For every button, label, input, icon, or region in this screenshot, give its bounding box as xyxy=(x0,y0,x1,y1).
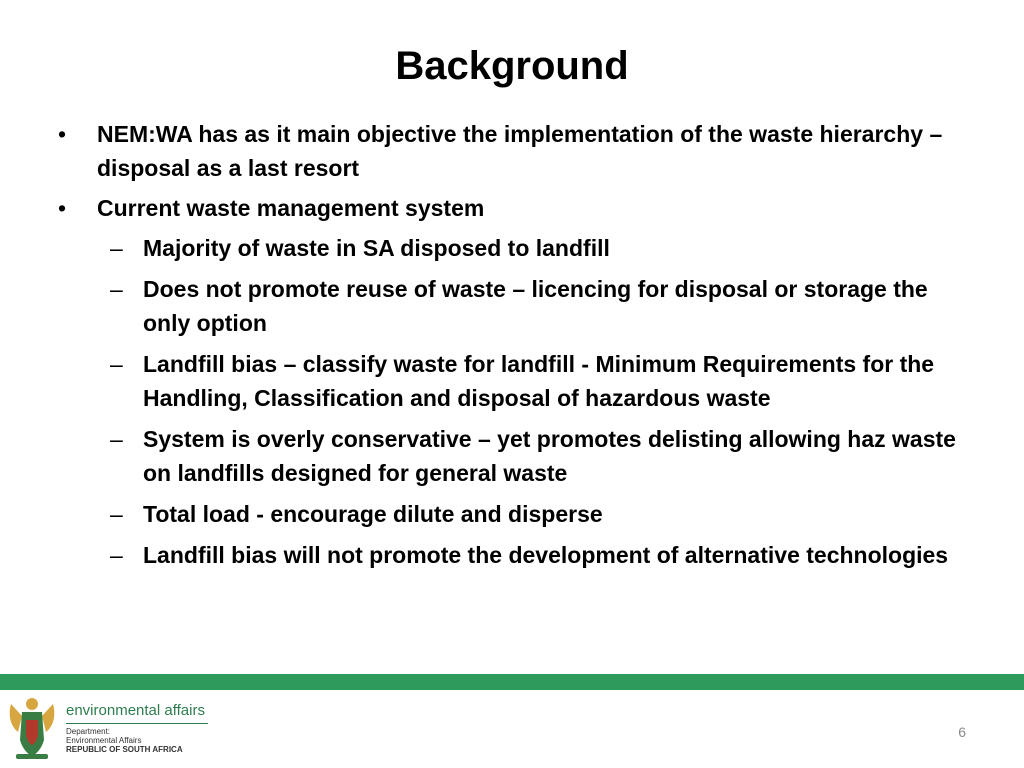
bullet-item xyxy=(50,191,970,225)
bullet-text: Current waste management system xyxy=(97,195,485,221)
country-name: REPUBLIC OF SOUTH AFRICA xyxy=(66,745,183,754)
sub-bullet-item xyxy=(50,231,970,265)
coat-of-arms-icon xyxy=(6,694,58,762)
bullet-text: Landfill bias – classify waste for landfill - Minimum Requirements for the Handling, Classification and disposal of hazardous waste xyxy=(143,351,935,411)
sub-bullet-item xyxy=(50,422,970,490)
brand-divider xyxy=(66,723,208,724)
sub-bullet-item xyxy=(50,497,970,531)
footer-green-band xyxy=(0,674,1024,690)
page-number: 6 xyxy=(958,724,966,740)
brand-name: environmental affairs xyxy=(66,702,205,719)
department-label: Department: xyxy=(66,727,111,736)
bullet-text: System is overly conservative – yet promotes delisting allowing haz waste on landfills designed for general waste xyxy=(143,426,956,486)
bullet-item xyxy=(50,117,970,185)
sub-bullet-item xyxy=(50,272,970,340)
sub-bullet-item xyxy=(50,538,970,572)
bullet-list xyxy=(50,117,970,579)
sub-bullet-item xyxy=(50,347,970,415)
bullet-marker: • xyxy=(58,195,67,221)
bullet-text: Landfill bias will not promote the development of alternative technologies xyxy=(143,542,949,568)
footer xyxy=(0,690,1024,768)
bullet-text: Majority of waste in SA disposed to landfill xyxy=(143,235,610,261)
dash-marker: – xyxy=(110,276,123,302)
dash-marker: – xyxy=(110,426,123,452)
slide-title: Background xyxy=(395,44,629,88)
dash-marker: – xyxy=(110,235,123,261)
dash-marker: – xyxy=(110,501,123,527)
department-name: Environmental Affairs xyxy=(66,736,142,745)
bullet-text: Does not promote reuse of waste – licencing for disposal or storage the only option xyxy=(143,276,928,336)
dash-marker: – xyxy=(110,351,123,377)
bullet-marker: • xyxy=(58,121,67,147)
bullet-text: Total load - encourage dilute and disperse xyxy=(143,501,603,527)
dash-marker: – xyxy=(110,542,123,568)
bullet-text: NEM:WA has as it main objective the implementation of the waste hierarchy – disposal as a last resort xyxy=(97,121,943,181)
